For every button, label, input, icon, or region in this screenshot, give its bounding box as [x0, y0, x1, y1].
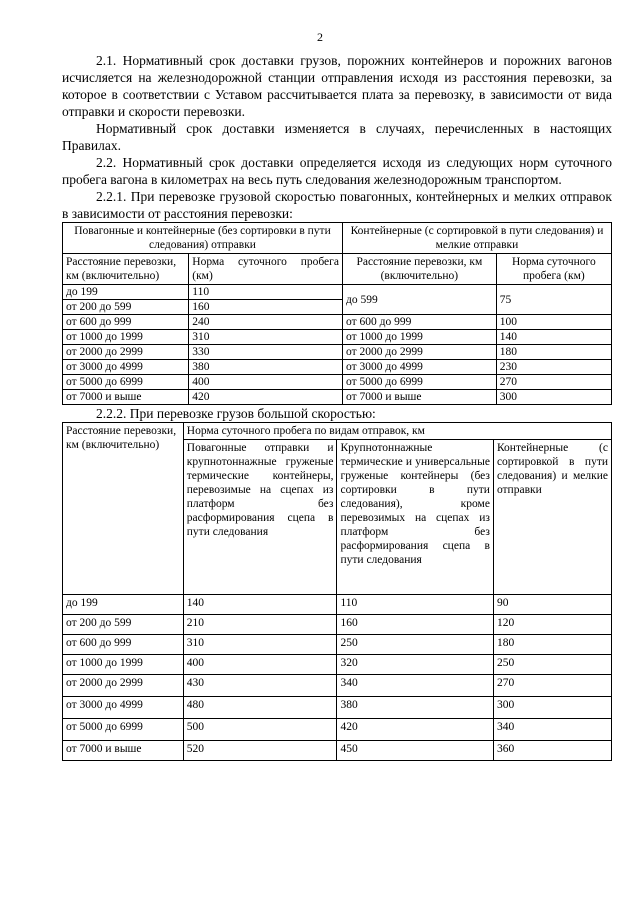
- table-cell: от 1000 до 1999: [63, 655, 184, 675]
- table-cell: 420: [337, 719, 493, 741]
- table-cell: 270: [496, 375, 611, 390]
- table2-col-large-container: Крупнотоннажные термические и универсальные груженые контейнеры (без сортировки в пути следования), кроме перевозимых на сцепах из платформ без расформирования сцепа в пути следования: [337, 440, 493, 595]
- table-cell: 310: [183, 635, 337, 655]
- table-cell: 320: [337, 655, 493, 675]
- table-cell: 400: [183, 655, 337, 675]
- table-cell: 520: [183, 741, 337, 761]
- table1-group-wagon: Повагонные и контейнерные (без сортировки в пути следования) отправки: [63, 223, 343, 254]
- paragraph-2-1-note: Нормативный срок доставки изменяется в случаях, перечисленных в настоящих Правилах.: [62, 121, 612, 153]
- table-cell: 380: [189, 360, 343, 375]
- table-cell: 140: [183, 595, 337, 615]
- table-cell: от 2000 до 2999: [63, 345, 189, 360]
- table-cell: от 7000 и выше: [63, 741, 184, 761]
- paragraph-2-2-1: 2.2.1. При перевозке грузовой скоростью повагонных, контейнерных и мелких отправок в зависимости от расстояния перевозки:: [62, 189, 612, 221]
- table-cell: от 2000 до 2999: [63, 675, 184, 697]
- table-cell: 250: [493, 655, 611, 675]
- freight-speed-table: [62, 222, 612, 405]
- table-cell: 240: [189, 315, 343, 330]
- table-cell: 230: [496, 360, 611, 375]
- table-cell: 400: [189, 375, 343, 390]
- table-cell: до 199: [63, 285, 189, 300]
- table-cell: 160: [189, 300, 343, 315]
- table-cell: 500: [183, 719, 337, 741]
- document-body: [62, 52, 612, 761]
- table-cell: 300: [493, 697, 611, 719]
- table-cell: 480: [183, 697, 337, 719]
- table-cell: от 200 до 599: [63, 615, 184, 635]
- table-cell: от 3000 до 4999: [63, 697, 184, 719]
- table-cell: 75: [496, 285, 611, 315]
- table-cell: 360: [493, 741, 611, 761]
- table1-col-distance: Расстояние перевозки, км (включительно): [63, 254, 189, 285]
- table-cell: от 600 до 999: [342, 315, 496, 330]
- table-cell: от 2000 до 2999: [342, 345, 496, 360]
- table1-col-norm-right: Норма суточного пробега (км): [496, 254, 611, 285]
- table-cell: до 199: [63, 595, 184, 615]
- table-cell: 300: [496, 390, 611, 405]
- table-cell: 160: [337, 615, 493, 635]
- table-cell: от 200 до 599: [63, 300, 189, 315]
- table-cell: 110: [189, 285, 343, 300]
- table-cell: 90: [493, 595, 611, 615]
- table-cell: 250: [337, 635, 493, 655]
- table-cell: 340: [493, 719, 611, 741]
- table-cell: 210: [183, 615, 337, 635]
- table-cell: 140: [496, 330, 611, 345]
- table-cell: 430: [183, 675, 337, 697]
- table-cell: 180: [493, 635, 611, 655]
- table-cell: от 3000 до 4999: [63, 360, 189, 375]
- table2-col-wagon: Повагонные отправки и крупнотоннажные груженые термические контейнеры, перевозимые на сцепах из платформ без расформирования сцепа в пути следования: [183, 440, 337, 595]
- table-cell: от 3000 до 4999: [342, 360, 496, 375]
- table-cell: 310: [189, 330, 343, 345]
- table-cell: 330: [189, 345, 343, 360]
- table-cell: до 599: [342, 285, 496, 315]
- table-cell: от 5000 до 6999: [63, 375, 189, 390]
- table1-col-distance-right: Расстояние перевозки, км (включительно): [342, 254, 496, 285]
- paragraph-2-2-2: 2.2.2. При перевозке грузов большой скоростью:: [96, 406, 376, 421]
- page-number: 2: [317, 30, 323, 44]
- high-speed-table: [62, 422, 612, 761]
- table2-col-distance: Расстояние перевозки, км (включительно): [63, 423, 184, 595]
- table-cell: 100: [496, 315, 611, 330]
- table-cell: 340: [337, 675, 493, 697]
- table2-group-header: Норма суточного пробега по видам отправок, км: [183, 423, 611, 440]
- paragraph-2-2: 2.2. Нормативный срок доставки определяется исходя из следующих норм суточного пробега вагона в километрах на весь путь следования железнодорожным транспортом.: [62, 155, 612, 187]
- table-cell: 110: [337, 595, 493, 615]
- table-cell: 380: [337, 697, 493, 719]
- table-cell: 180: [496, 345, 611, 360]
- paragraph-2-1: 2.1. Нормативный срок доставки грузов, порожних контейнеров и порожних вагонов исчисляется на железнодорожной станции отправления исходя из расстояния перевозки, за которое в соответствии с Уставом рассчитывается плата за перевозку, в зависимости от вида отправки и скорости перевозки.: [62, 53, 612, 119]
- table-cell: 270: [493, 675, 611, 697]
- table2-col-small: Контейнерные (с сортировкой в пути следования) и мелкие отправки: [493, 440, 611, 595]
- table-cell: от 5000 до 6999: [342, 375, 496, 390]
- table-cell: от 5000 до 6999: [63, 719, 184, 741]
- table-cell: 450: [337, 741, 493, 761]
- table-cell: 420: [189, 390, 343, 405]
- table1-group-container: Контейнерные (с сортировкой в пути следования) и мелкие отправки: [342, 223, 611, 254]
- table-cell: от 600 до 999: [63, 635, 184, 655]
- table-cell: от 600 до 999: [63, 315, 189, 330]
- table-cell: от 7000 и выше: [63, 390, 189, 405]
- table-cell: от 1000 до 1999: [63, 330, 189, 345]
- table-cell: от 7000 и выше: [342, 390, 496, 405]
- table-cell: от 1000 до 1999: [342, 330, 496, 345]
- table1-col-norm: Норма суточного пробега (км): [189, 254, 343, 285]
- table-cell: 120: [493, 615, 611, 635]
